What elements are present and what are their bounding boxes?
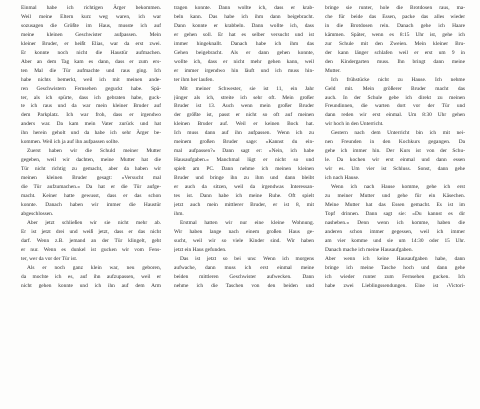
text-line: immer hingeknallt. Danach habe ich ihm das	[174, 40, 314, 47]
text-line: Mit meiner Schwester, sie ist 11, ein Jahr	[180, 85, 314, 92]
text-line: Gehen beigebracht. Als er dann gehen konnte,	[174, 49, 314, 56]
text-line: ter ihm her laufen.	[174, 76, 214, 83]
text-line: le. Da kochen wir erst einmal und dann essen	[325, 157, 465, 164]
text-line: ich wieder runter zum Fernsehen gucken. Ich	[325, 273, 465, 280]
text-line: er immer irgendwo hin läuft und ich muss hin-	[174, 67, 314, 74]
text-line: Wir haben lange nach einem großen Haus ge-	[174, 228, 314, 235]
text-line: ren Geschwistern Fernsehen geguckt habe. Spä-	[21, 85, 161, 92]
text-line: habe nichts bemerkt, weil ich mit meinen ande-	[21, 76, 161, 83]
text-line: tes ist. Dann habe ich meine Ruhe. Oft spielt	[174, 193, 314, 200]
text-line: tragen konnte. Dann wollte ich, dass er krab-	[174, 5, 314, 11]
text-line: spielt am PC. Dann nehme ich meinen kleinen	[174, 166, 314, 173]
text-line: darf. Wenn z.B. jemand an der Tür klingelt, geht	[21, 237, 161, 244]
text-line: kleinen Bruder auf. Weil er keinen Bock hat.	[174, 121, 314, 128]
text-line: er gehen soll. Er hat es selber versucht und ist	[174, 31, 314, 38]
text-line: nen Freunden in den Kochkurs gegangen. Da	[325, 139, 465, 146]
text-line: Das ist jetzt so bei uns: Wenn ich morgens	[180, 255, 314, 262]
text-line: Freundinnen, die warten dort vor der Tür und	[325, 103, 465, 110]
text-line: Dann konnte er krabbeln. Dann wollte ich, dass	[174, 22, 314, 29]
text-line: che für beide das Essen, packe das alles wieder	[325, 13, 465, 20]
text-column-3	[325, 4, 465, 291]
text-line: meinem großen Bruder sage: »Kannst du ein-	[174, 139, 314, 146]
text-line: anderen schon immer gegessen, weil ich immer	[325, 228, 465, 235]
text-line: kleiner Bruder, er heißt Elias, war da erst zwei.	[21, 40, 161, 47]
text-line: Bruder ist 13. Auch wenn mein großer Bruder	[174, 103, 314, 110]
text-line: Ich frühstücke nicht zu Hause. Ich nehme	[331, 76, 465, 83]
text-line: wir hoch in den Unterricht.	[325, 121, 384, 128]
text-line: Danach mache ich meine Hausaufgaben.	[325, 246, 413, 253]
text-line: Hausaufgaben.« Manchmal lügt er nicht so und	[174, 157, 314, 164]
text-line: kommen. Weil ich ja auf ihn aufpassen sollte.	[21, 139, 120, 146]
text-line: beln kann. Das habe ich ihm dann beigebracht.	[174, 13, 314, 20]
text-line: Bruder und bringe ihn zu ihm und dann bleibt	[174, 175, 314, 182]
text-line: habe zwei Lieblingssendungen. Eine ist ›Victori-	[325, 282, 465, 289]
text-line: die Tür aufzumachen.« Da hat er die Tür aufge-	[21, 184, 161, 191]
text-line: gegeben, weil wir dachten, meine Mutter hat die	[21, 157, 161, 164]
text-line: ter, als ich spürte, dass ich gebraten habe, guck-	[21, 94, 161, 101]
text-line: Wenn ich nach Hause komme, gehe ich erst	[331, 184, 465, 191]
text-line: Mutter.	[325, 67, 341, 74]
text-line: nicht gehen konnte und ich ihn auf dem Arm	[21, 282, 161, 289]
text-line: er nur. Wenn es dunkel ist gucken wir vom Fens-	[21, 246, 161, 253]
text-line: Aber wenn ich keine Hausaufgaben habe, dann	[325, 255, 465, 262]
text-line: Meine Mutter hat das Essen gemacht. Es ist im	[325, 201, 465, 208]
text-line: beiden mittleren Geschwister aufwecken. Dann	[174, 273, 314, 280]
text-line: in die Brotdosen rein. Danach gehe ich Haare	[325, 22, 465, 29]
text-line: zu meiner Mutter und gehe für ein Käsechen.	[325, 193, 465, 200]
text-line: kämmen. Später, wenn es 8:15 Uhr ist, gehe ich	[325, 31, 465, 38]
text-line: Er konnte noch nicht die Haustür aufmachen.	[21, 49, 161, 56]
text-line: nasheben.« Denn wenn ich komme, haben die	[325, 219, 465, 226]
text-line: den Kindergarten muss. Ihn bringt dann meine	[325, 58, 465, 65]
text-line: sucht, weil wir so viele Kinder sind. Wir haben	[174, 237, 314, 244]
text-line: jünger als ich, streite ich sehr oft. Mein großer	[174, 94, 314, 101]
text-line: gehe ich immer hin. Der Kurs ist von der Schu-	[325, 148, 465, 155]
text-line: ihn herein geholt und da habe ich sehr Ärger be-	[21, 130, 161, 137]
text-line: Einmal habe ich richtigen Ärger bekommen.	[21, 5, 161, 11]
text-line: mal aufpassen?« Dann sagt er: »Nein, ich habe	[174, 148, 314, 155]
text-line: anders war. Da kam mein Vater zurück und hat	[21, 121, 161, 128]
text-line: Aber jetzt schließen wir sie nicht mehr ab.	[27, 219, 161, 226]
text-line: Topf drinnen. Dann sagt sie: »Du kannst es dir	[325, 210, 465, 217]
text-line: wir es. Um vier ist Schluss. Sonst, dann gehe	[325, 166, 465, 173]
text-line: der größte ist, passt er nicht so oft auf meinen	[174, 112, 314, 119]
text-line: abgeschlossen.	[21, 210, 54, 217]
text-line: ihm.	[174, 210, 184, 217]
text-line: dem Parkplatz. Ich war froh, dass er irgendwo	[21, 112, 161, 119]
text-line: Tür nicht richtig zu gemacht, aber da haben wir	[21, 166, 161, 173]
text-line: Erstmal hatten wir nur eine kleine Wohnung.	[180, 219, 314, 226]
text-line: er auch da sitzen, weil da irgendwas Interessan-	[174, 184, 314, 191]
text-line: da mochte ich es, auf ihn aufzupassen, weil er	[21, 273, 161, 280]
text-line: ter, wer da vor der Tür ist.	[21, 255, 78, 262]
text-line: Gestern nach dem Unterricht bin ich mit nei-	[331, 130, 465, 137]
text-line: zur Schule mit den Zweien. Mein kleiner Bru-	[325, 40, 465, 47]
text-line: meine kleinen Geschwister aufpassen. Mein	[21, 31, 161, 38]
text-line: meinen kleinen Bruder gesagt: »Versucht mal	[21, 175, 161, 182]
text-line: Geld mit. Mein größerer Bruder macht das	[325, 85, 465, 92]
text-line: aufwache, dann muss ich erst einmal meine	[174, 264, 314, 271]
text-column-2	[174, 4, 314, 291]
text-line: bringe ich meine Tasche hoch und dann gehe	[325, 264, 465, 271]
text-line: konnte. Danach haben wir immer die Haustür	[21, 201, 161, 208]
text-line: macht. Keiner hatte gewusst, dass er das schon	[21, 193, 161, 200]
text-line: jetzt ein Haus gefunden.	[174, 246, 227, 253]
text-line: Er ist jetzt drei und weiß jetzt, dass er das nicht	[21, 228, 161, 235]
text-line: wollte ich, dass er nicht mehr gehen kann, weil	[174, 58, 314, 65]
text-line: ich nach Hause.	[325, 175, 360, 182]
text-line: am vier komme und sie um 14:30 oder 15 Uhr.	[325, 237, 465, 244]
text-line: auch. In der Schule gebe ich direkt zu meinen	[325, 94, 465, 101]
text-line: sozusagen die Größte im Haus, musste ich auf	[21, 22, 161, 29]
text-line: Ich muss dann auf ihn aufpassen. Wenn ich zu	[174, 130, 314, 137]
text-line: Als er noch ganz klein war, neu geboren,	[27, 264, 161, 271]
text-line: Zuerst haben wir die Schuld meiner Mutter	[27, 148, 161, 155]
text-line: Weil meine Eltern kurz weg waren, ich war	[21, 13, 161, 20]
text-line: jetzt auch mein mittlerer Bruder, er ist 8, mit	[174, 201, 314, 208]
text-line: nehme ich die Taschen von den beiden und	[174, 282, 314, 289]
text-line: Aber an dem Tag kam es dann, dass er zum ers-	[21, 58, 161, 65]
text-line: dann reden wir erst einmal. Um 8:30 Uhr gehen	[325, 112, 465, 119]
text-line: te ich raus und da war mein kleiner Bruder auf	[21, 103, 161, 110]
text-line: ten Mal die Tür aufmachte und raus ging. Ich	[21, 67, 161, 74]
text-line: bringe sie runter, hole die Brotdosen raus, ma-	[325, 5, 465, 11]
text-column-1	[21, 4, 161, 291]
text-line: der kann länger schlafen weil er erst um 9 in	[325, 49, 465, 56]
